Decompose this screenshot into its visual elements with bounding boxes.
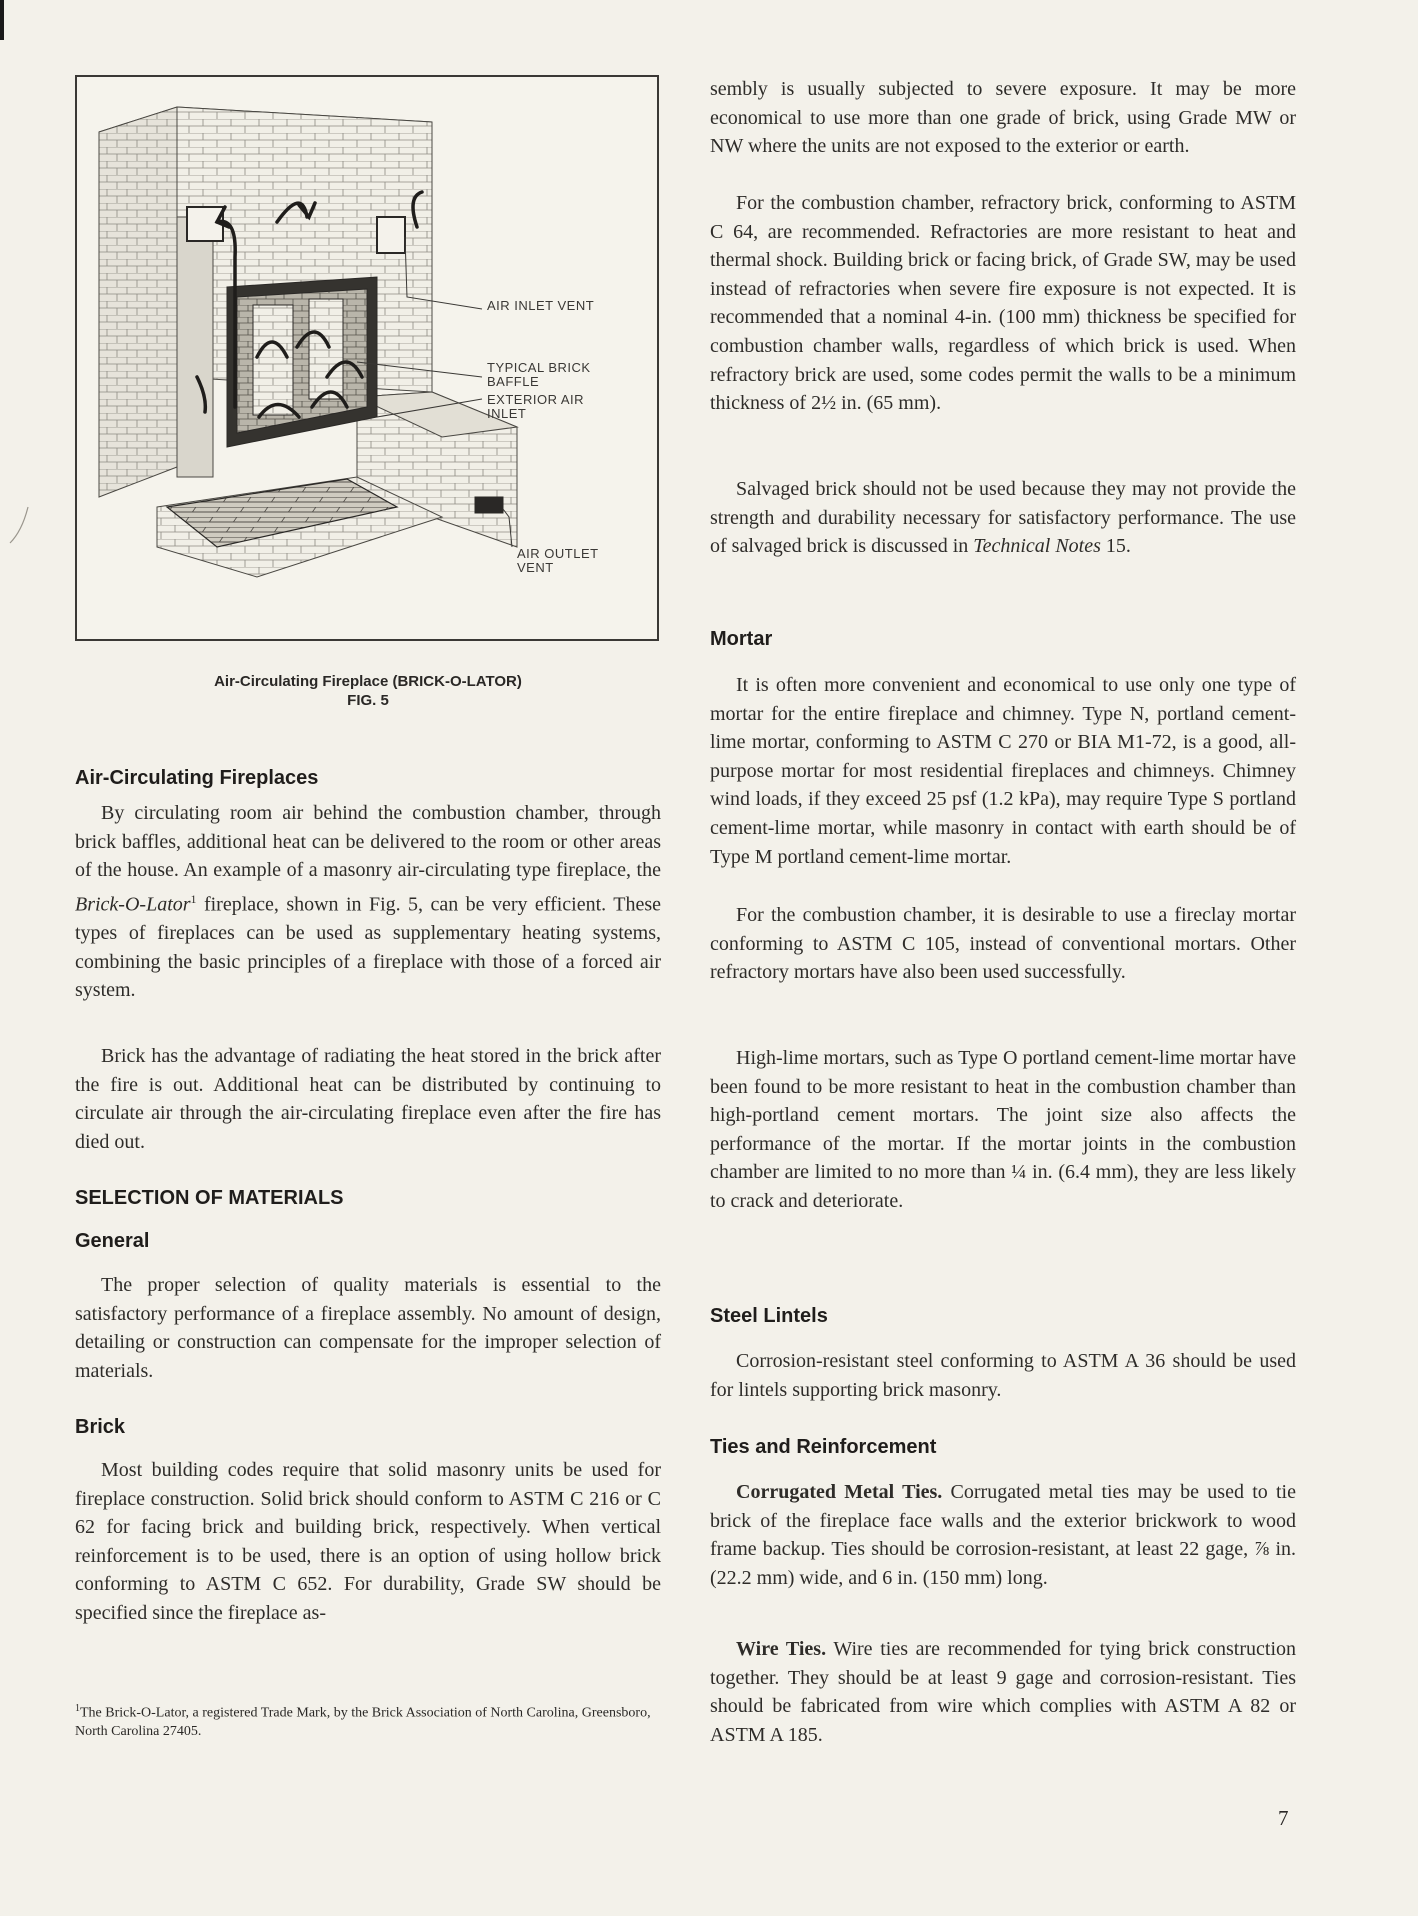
- para-combustion-chamber: For the combustion chamber, refractory brick, conforming to ASTM C 64, are recommended. Refractories are more resistant to heat and thermal shock. Building brick or facing brick, of Grade SW, may be used instead of refractories when severe fire exposure is not expected. It is recommended that a nominal 4-in. (100 mm) thickness be specified for combustion chamber walls, regardless of which brick is used. When refractory brick are used, some codes permit the walls to be a minimum thickness of 2½ in. (65 mm).: [710, 192, 1296, 415]
- callout-typical-brick-baffle: TYPICAL BRICK BAFFLE: [487, 360, 591, 389]
- footnote-text: The Brick-O-Lator, a registered Trade Mark, by the Brick Association of North Carolina, Greensboro, North Carolina 27405.: [75, 1705, 651, 1739]
- stray-pen-mark: [8, 505, 30, 545]
- caption-title: Air-Circulating Fireplace (BRICK-O-LATOR): [214, 673, 522, 690]
- para-wire-ties-text: Wire ties are recommended for tying brick construction together. They should be at least 9 gage and corrosion-resistant. Ties should be fabricated from wire which complies with ASTM A 82 or ASTM A 185.: [710, 1638, 1296, 1746]
- para-corrugated-ties: [710, 1478, 1296, 1592]
- heading-air-circulating: Air-Circulating Fireplaces: [75, 767, 319, 789]
- footnote-number: 1: [75, 1703, 80, 1714]
- heading-ties-reinforcement: Ties and Reinforcement: [710, 1436, 937, 1458]
- para-steel-lintels: Corrosion-resistant steel conforming to ASTM A 36 should be used for lintels supporting brick masonry.: [710, 1350, 1296, 1401]
- para-corrugated-text: Corrugated metal ties may be used to tie brick of the fireplace face walls and the exterior brickwork to wood frame backup. Ties should be corrosion-resistant, at least 22 gage, ⅞ in. (22.2 mm) wide, and 6 in. (150 mm) long.: [710, 1481, 1296, 1589]
- heading-selection-of-materials: SELECTION OF MATERIALS: [75, 1187, 344, 1209]
- para-brick-continued: sembly is usually subjected to severe exposure. It may be more economical to use more than one grade of brick, using Grade MW or NW where the units are not exposed to the exterior or earth.: [710, 78, 1296, 158]
- para-air-1-text-a: By circulating room air behind the combustion chamber, through brick baffles, additional heat can be delivered to the room or other areas of the house. An example of a masonry air-circulating type fireplace, the: [75, 802, 661, 882]
- para-mortar-2: For the combustion chamber, it is desirable to use a fireclay mortar conforming to ASTM C 105, instead of conventional mortars. Other refractory mortars have also been used successfully.: [710, 904, 1296, 984]
- para-general: The proper selection of quality materials is essential to the satisfactory performance of a fireplace assembly. No amount of design, detailing or construction can compensate for the improper selection of materials.: [75, 1274, 661, 1382]
- scan-edge-mark: [0, 0, 4, 40]
- callout-air-inlet-vent: AIR INLET VENT: [487, 298, 595, 313]
- heading-steel-lintels: Steel Lintels: [710, 1305, 828, 1327]
- runin-wire-ties: Wire Ties.: [736, 1638, 827, 1660]
- page-number: 7: [1278, 1806, 1289, 1830]
- para-mortar-1: It is often more convenient and economical to use only one type of mortar for the entire fireplace and chimney. Type N, portland cement-lime mortar, conforming to ASTM C 270 or BIA M1-72, is a good, all-purpose mortar for most residential fireplaces and chimneys. Chimney wind loads, if they exceed 25 psf (1.2 kPa), may require Type S portland cement-lime mortar, while masonry in contact with earth should be of Type M portland cement-lime mortar.: [710, 674, 1296, 868]
- heading-brick: Brick: [75, 1416, 126, 1438]
- para-salvaged-text-a: Salvaged brick should not be used because they may not provide the strength and durability necessary for satisfactory performance. The use of salvaged brick is discussed in: [710, 478, 1296, 558]
- caption-fig-number: FIG. 5: [347, 692, 389, 709]
- para-air-1-text-b: fireplace, shown in Fig. 5, can be very efficient. These types of fireplaces can be used as supplementary heating systems, combining the basic principles of a fireplace with those of a forced air system.: [75, 893, 661, 1002]
- callout-exterior-air-inlet: EXTERIOR AIR INLET: [487, 392, 585, 421]
- heading-general: General: [75, 1230, 150, 1252]
- brick-o-lator-name: Brick-O-Lator: [75, 893, 191, 916]
- para-air-2: Brick has the advantage of radiating the heat stored in the brick after the fire is out. Additional heat can be distributed by continuing to circulate air through the air-circulating fireplace even after the fire has died out.: [75, 1045, 661, 1153]
- para-air-1: [75, 799, 661, 1005]
- runin-corrugated-metal-ties: Corrugated Metal Ties.: [736, 1481, 943, 1503]
- para-salvaged-text-b: 15.: [1100, 535, 1131, 558]
- figure-caption: [75, 672, 661, 710]
- para-wire-ties: [710, 1635, 1296, 1749]
- para-salvaged-brick: [710, 475, 1296, 561]
- footnote-ref: 1: [190, 891, 197, 906]
- para-mortar-3: High-lime mortars, such as Type O portland cement-lime mortar have been found to be more resistant to heat in the combustion chamber than high-portland cement mortars. The joint size also affects the performance of the mortar. If the mortar joints in the combustion chamber are limited to no more than ¼ in. (6.4 mm), they are less likely to crack and deteriorate.: [710, 1047, 1296, 1212]
- callout-air-outlet-vent: AIR OUTLET VENT: [517, 546, 599, 575]
- heading-mortar: Mortar: [710, 628, 773, 650]
- technical-notes-ref: Technical Notes: [973, 535, 1101, 558]
- para-brick: Most building codes require that solid masonry units be used for fireplace construction. Solid brick should conform to ASTM C 216 or C 62 for facing brick and building brick, respectively. When vertical reinforcement is to be used, there is an option of using hollow brick conforming to ASTM C 652. For durability, Grade SW should be specified since the fireplace as-: [75, 1459, 661, 1624]
- figure-fireplace-diagram: [75, 75, 659, 641]
- footnote: [75, 1700, 661, 1741]
